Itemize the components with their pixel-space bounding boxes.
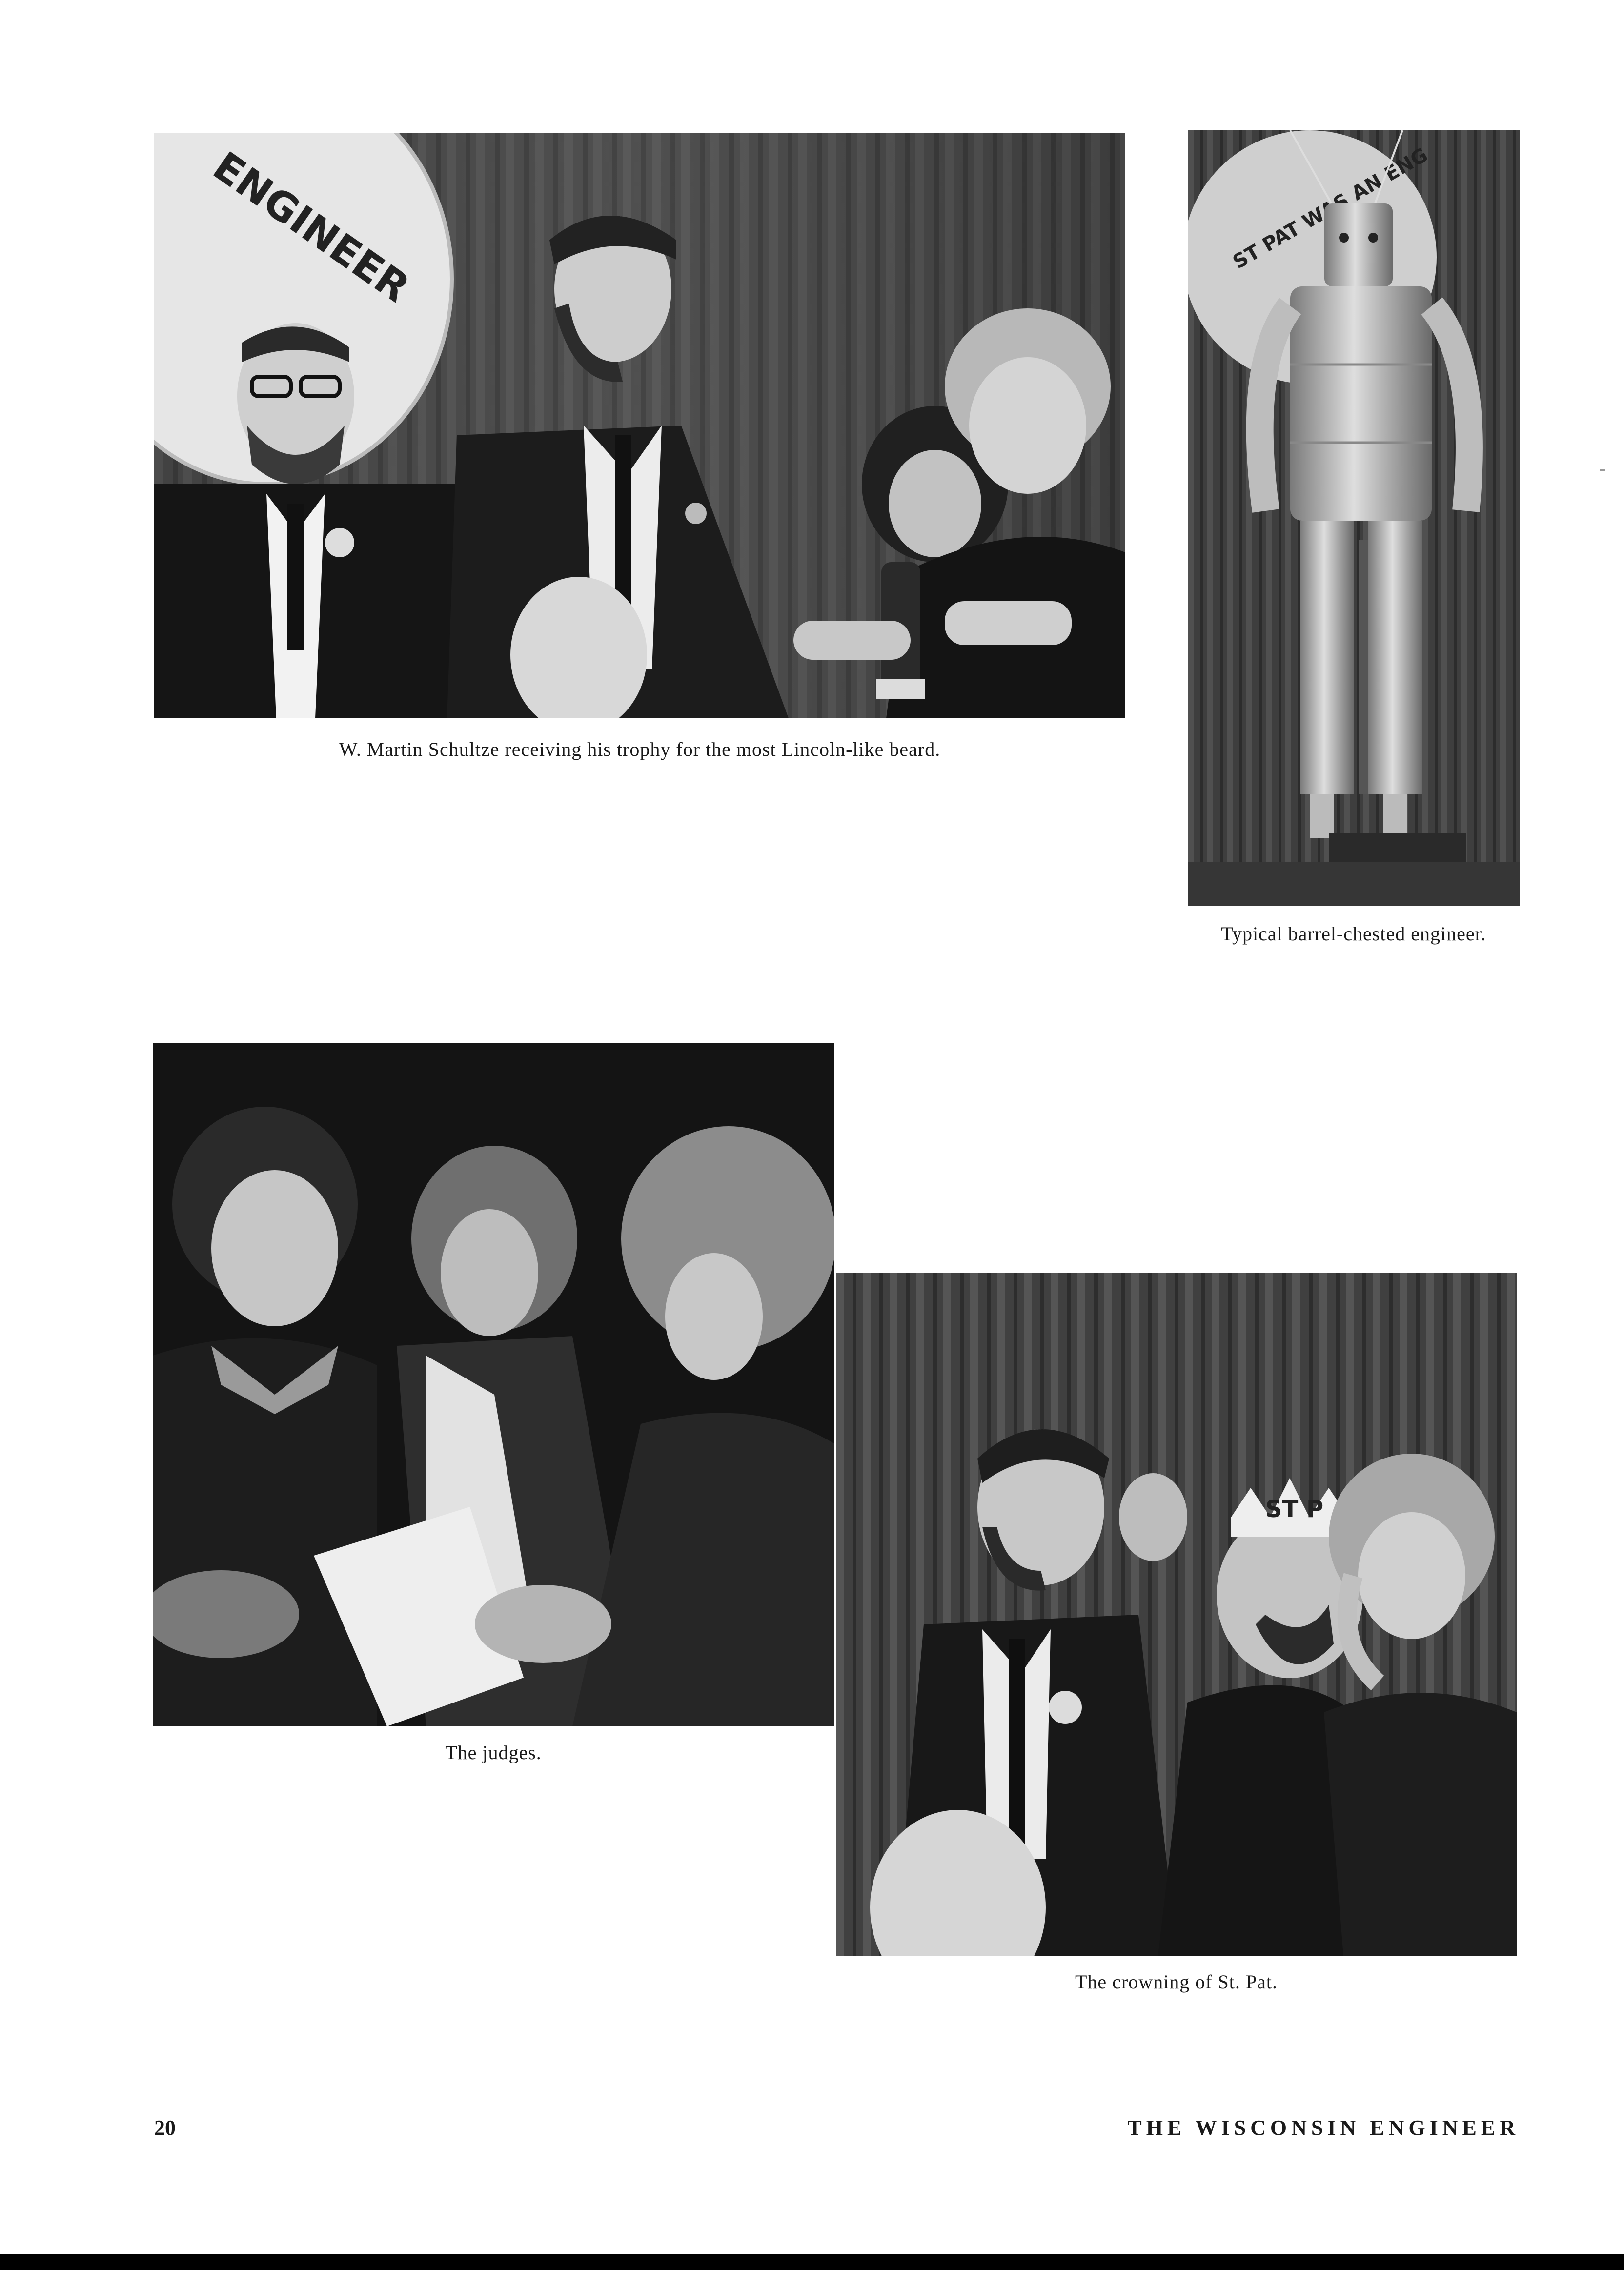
robot-sign-text: ST PAT AN ENG <box>1229 143 1432 274</box>
crowning-photo <box>836 1273 1517 1956</box>
robot-caption: Typical barrel-chested engineer. <box>1221 923 1486 945</box>
robot-photo <box>1188 130 1520 906</box>
crown-text: ST P <box>1265 1496 1324 1523</box>
judges-photo-image <box>153 1043 834 1726</box>
publication-title: THE WISCONSIN ENGINEER <box>1127 2116 1520 2140</box>
crowning-caption: The crowning of St. Pat. <box>1075 1971 1278 1993</box>
robot-photo-image <box>1188 130 1520 906</box>
bottom-rule <box>0 2254 1624 2270</box>
page-number: 20 <box>154 2116 176 2140</box>
edge-mark <box>1600 469 1605 471</box>
crowning-photo-image <box>836 1273 1517 1956</box>
sign-text: ENGINEER <box>204 143 418 312</box>
trophy-photo-image <box>154 133 1125 718</box>
trophy-caption: W. Martin Schultze receiving his trophy for the most Lincoln-like beard. <box>339 738 941 760</box>
trophy-photo <box>154 133 1125 718</box>
judges-photo <box>153 1043 834 1726</box>
judges-caption: The judges. <box>445 1742 542 1763</box>
